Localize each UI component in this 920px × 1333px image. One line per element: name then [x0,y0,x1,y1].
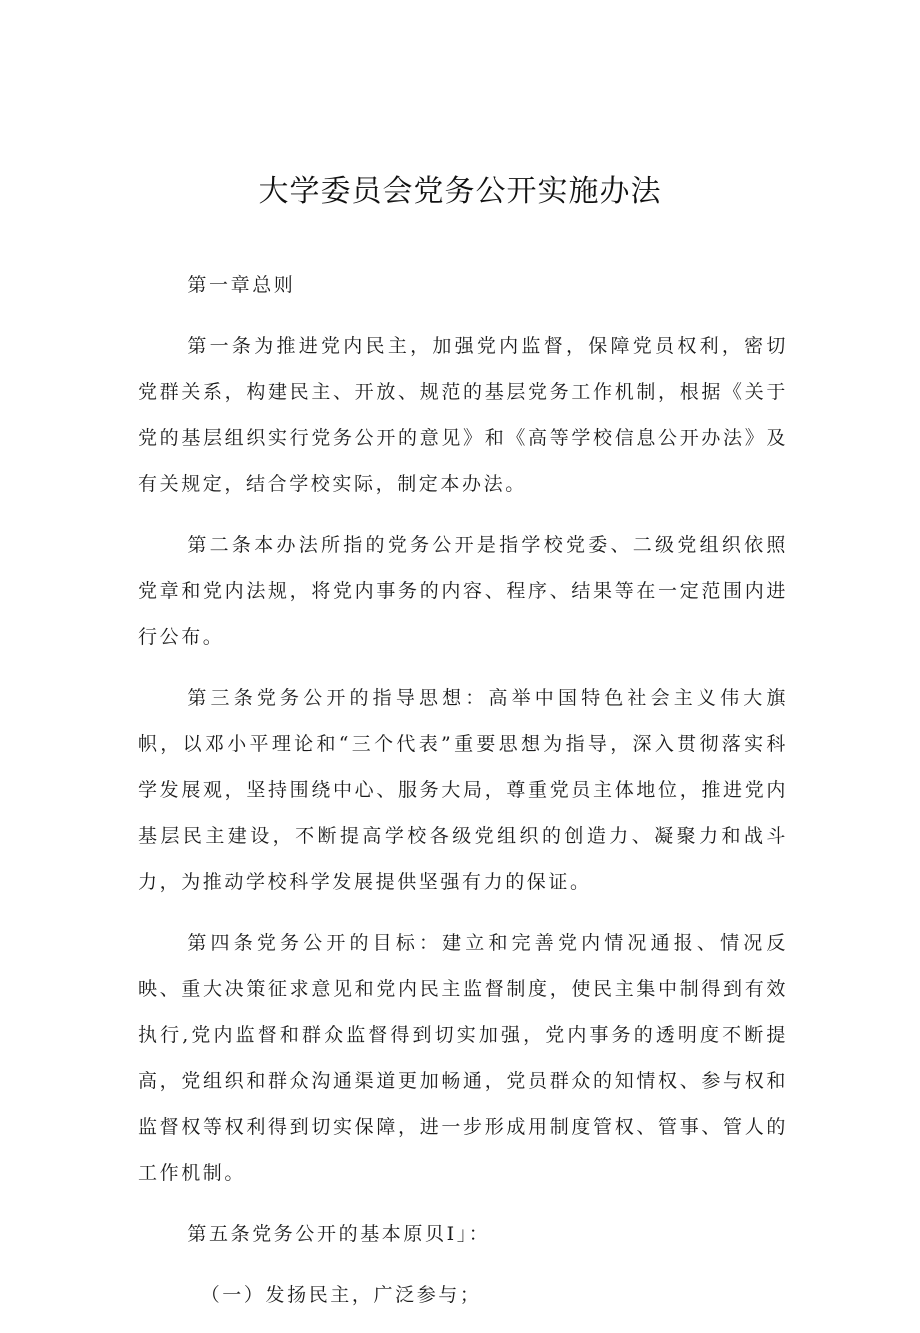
article-3: 第三条党务公开的指导思想：高举中国特色社会主义伟大旗帜，以邓小平理论和“三个代表”重要思想为指导，深入贯彻落实科学发展观，坚持围绕中心、服务大局，尊重党员主体地位，推进党内基层民主建设，不断提高学校各级党组织的创造力、凝聚力和战斗力，为推动学校科学发展提供坚强有力的保证。 [138,687,788,893]
chapter-heading: 第一章总则 [187,274,296,296]
article-4: 第四条党务公开的目标：建立和完善党内情况通报、情况反映、重大决策征求意见和党内民主监督制度，使民主集中制得到有效执行,党内监督和群众监督得到切实加强，党内事务的透明度不断提高，党组织和群众沟通渠道更加畅通，党员群众的知情权、参与权和监督权等权利得到切实保障，进一步形成用制度管权、管事、管人的工作机制。 [138,932,788,1184]
article-1: 第一条为推进党内民主，加强党内监督，保障党员权利，密切党群关系，构建民主、开放、规范的基层党务工作机制，根据《关于党的基层组织实行党务公开的意见》和《高等学校信息公开办法》及有关规定，结合学校实际，制定本办法。 [138,335,788,495]
list-item: （一）发扬民主，广泛参与； [200,1284,482,1306]
article-5: 第五条党务公开的基本原贝I」： [187,1223,491,1245]
document-title: 大学委员会党务公开实施办法 [258,174,662,209]
article-2: 第二条本办法所指的党务公开是指学校党委、二级党组织依照党章和党内法规，将党内事务的内容、程序、结果等在一定范围内进行公布。 [138,534,788,648]
document-body [138,262,788,1333]
